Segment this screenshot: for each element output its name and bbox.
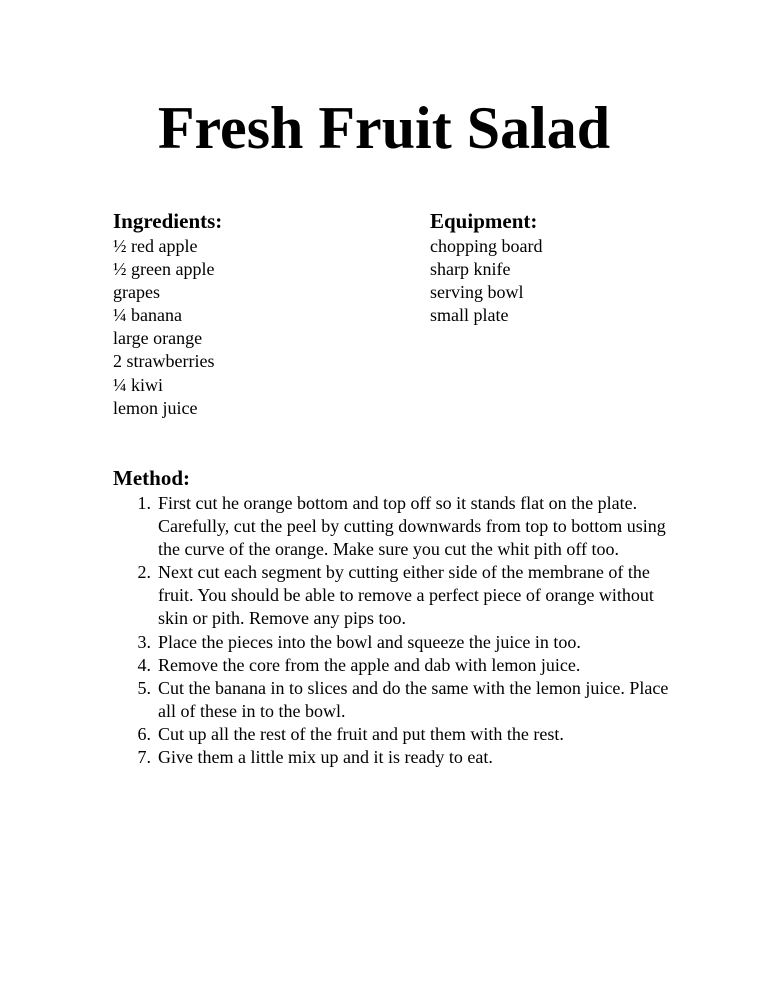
step-text: Give them a little mix up and it is ready to eat.	[158, 747, 493, 768]
method-step	[113, 631, 673, 654]
step-text: Cut up all the rest of the fruit and put them with the rest.	[158, 723, 564, 744]
step-text: Cut the banana in to slices and do the same with the lemon juice. Place all of these in to the bowl.	[158, 677, 669, 721]
equipment-item: serving bowl	[430, 282, 524, 303]
equipment-item: small plate	[430, 305, 509, 326]
ingredient-item: ¼ kiwi	[113, 374, 164, 395]
equipment-item: sharp knife	[430, 259, 511, 280]
page-title: Fresh Fruit Salad	[157, 95, 611, 161]
ingredient-item: grapes	[113, 282, 160, 303]
equipment-list	[430, 235, 542, 327]
step-number: 2.	[137, 562, 151, 583]
ingredients-list	[113, 235, 222, 420]
method-step	[113, 654, 673, 677]
ingredient-item: 2 strawberries	[113, 351, 215, 372]
method-heading: Method:	[113, 466, 190, 490]
equipment-item: chopping board	[430, 236, 543, 256]
ingredient-item: large orange	[113, 328, 203, 349]
method-section	[113, 464, 673, 769]
step-number: 6.	[137, 723, 151, 744]
step-text: First cut he orange bottom and top off so it stands flat on the plate. Carefully, cut the peel by cutting downwards from top to bottom using the curve of the orange. Make sure you cut the whit pith off too.	[158, 493, 666, 560]
step-text: Remove the core from the apple and dab with lemon juice.	[158, 654, 581, 675]
step-number: 1.	[137, 493, 151, 513]
step-number: 7.	[137, 747, 151, 768]
step-text: Next cut each segment by cutting either side of the membrane of the fruit. You should be able to remove a perfect piece of orange without skin or pith. Remove any pips too.	[158, 562, 654, 629]
equipment-section	[430, 207, 542, 327]
ingredients-heading: Ingredients:	[113, 209, 223, 233]
method-step	[113, 746, 673, 769]
step-number: 3.	[137, 631, 151, 652]
ingredients-section	[113, 207, 222, 420]
step-text: Place the pieces into the bowl and squeeze the juice in too.	[158, 631, 581, 652]
step-number: 4.	[137, 654, 151, 675]
method-step	[113, 561, 673, 630]
method-step	[113, 677, 673, 723]
step-number: 5.	[137, 677, 151, 698]
ingredient-item: ½ green apple	[113, 259, 215, 280]
ingredient-item: ¼ banana	[113, 305, 182, 326]
method-step	[113, 492, 673, 561]
ingredient-item: ½ red apple	[113, 236, 198, 256]
method-step	[113, 723, 673, 746]
equipment-heading: Equipment:	[430, 209, 538, 233]
method-steps	[113, 492, 673, 769]
ingredient-item: lemon juice	[113, 397, 198, 418]
